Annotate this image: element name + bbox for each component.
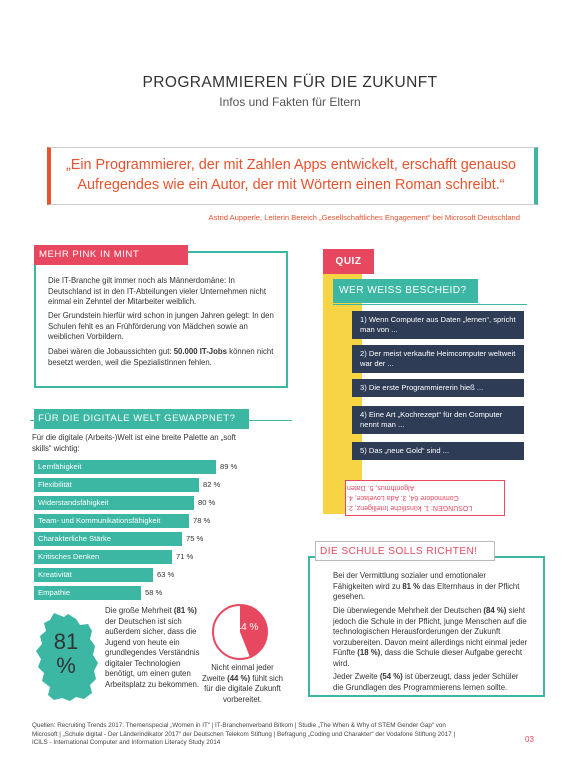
page-number: 03 xyxy=(525,735,534,744)
quote-line-1: „Ein Programmierer, der mit Zahlen Apps entwickelt, erschafft genauso xyxy=(65,157,517,173)
skill-label: Empathie xyxy=(38,588,71,597)
jobs-figure: 50.000 IT-Jobs xyxy=(173,347,228,356)
skill-label: Flexibilität xyxy=(38,480,72,489)
skill-row xyxy=(34,586,274,600)
skill-label: Charakterliche Stärke xyxy=(38,534,112,543)
skill-value: 80 % xyxy=(198,498,216,507)
pink-paragraph-2: Der Grundstein hierfür wird schon in jungen Jahren gelegt: In den Schulen fehlt es an Frühförderung von Mädchen sowie an weiblichen Vorbildern. xyxy=(48,311,274,341)
page-title: PROGRAMMIEREN FÜR DIE ZUKUNFT xyxy=(142,74,438,91)
skill-value: 58 % xyxy=(145,588,163,597)
quiz-question-2: 2) Der meist verkaufte Heimcomputer weltweit war der ... xyxy=(352,345,524,373)
quiz-heading-rule xyxy=(333,304,527,305)
skill-value: 75 % xyxy=(186,534,204,543)
skill-row xyxy=(34,532,274,546)
skill-row xyxy=(34,460,274,474)
schule-paragraph-3: Jeder Zweite (54 %) ist überzeugt, dass jeder Schüler die Grundlagen des Programmierens lernen sollte. xyxy=(333,672,519,692)
pink-paragraph-3: Dabei wären die Jobaussichten gut: 50.000 IT-Jobs können nicht besetzt werden, weil die SpezialistInnen fehlen. xyxy=(48,347,274,367)
skill-label: Widerstandsfähigkeit xyxy=(38,498,109,507)
skill-label: Kritisches Denken xyxy=(38,552,100,561)
quiz-tab: QUIZ xyxy=(323,249,374,274)
stat-81-text: Die große Mehrheit (81 %) der Deutschen ist sich außerdem sicher, dass die Jugend von heute ein grundlegendes Verständnis digitaler Technologien benötigt, um einen guten Arbeitsplatz zu bekommen. xyxy=(105,606,200,689)
quiz-question-3: 3) Die erste Programmiererin hieß ... xyxy=(352,379,524,397)
quiz-answers-upside-down: LÖSUNGEN: 1. künstliche Intelligenz, 2. Commodore 64, 3. Ada Lovelace, 4. Algorithmus, 5. Daten xyxy=(347,484,473,511)
skill-label: Lernfähigkeit xyxy=(38,462,82,471)
quote-text xyxy=(60,155,522,195)
skill-label: Team- und Kommunikationsfähigkeit xyxy=(38,516,161,525)
pink-paragraph-1: Die IT-Branche gilt immer noch als Männerdomäne: In Deutschland ist in den IT-Abteilungen vieler Unternehmen nicht einmal ein Zehntel der Mitarbeiter weiblich. xyxy=(48,276,267,306)
pie-label: 44 % xyxy=(235,622,259,633)
skill-value: 89 % xyxy=(220,462,238,471)
quiz-question-5: 5) Das „neue Gold“ sind ... xyxy=(352,442,524,460)
stat-44-pie xyxy=(211,603,269,661)
skill-value: 71 % xyxy=(176,552,194,561)
page-subtitle: Infos und Fakten für Eltern xyxy=(219,95,361,109)
skill-row xyxy=(34,550,274,564)
schule-paragraph-2: Die überwiegende Mehrheit der Deutschen (84 %) sieht jedoch die Schule in der Pflicht, junge Menschen auf die technologischen Herausforderungen der Zukunft vorzubereiten. Davon meint allerdings nicht einmal jeder Fünfte (18 %), dass die Schule dieser Aufgabe gerecht wird. xyxy=(333,606,528,668)
pink-section-heading: MEHR PINK IN MINT xyxy=(34,245,188,265)
skill-value: 63 % xyxy=(157,570,175,579)
skill-value: 78 % xyxy=(193,516,211,525)
schule-heading: DIE SCHULE SOLLS RICHTEN! xyxy=(315,541,495,561)
schule-paragraph-1: Bei der Vermittlung sozialer und emotionaler Fähigkeiten wird zu 81 % das Elternhaus in der Pflicht gesehen. xyxy=(333,571,520,601)
quiz-question-4: 4) Eine Art „Kochrezept“ für den Computer nennt man ... xyxy=(352,406,524,434)
quote-author: Astrid Aupperle, Leiterin Bereich „Gesellschaftliches Engagement“ bei Microsoft Deutschland xyxy=(208,213,520,222)
skill-label: Kreativität xyxy=(38,570,72,579)
sources-footer: Quellen: Recruiting Trends 2017: Themenspecial „Women in IT“ | IT-Branchenverband Bitkom | Studie „The When & Why of STEM Gender Gap“ von Microsoft | „Schule digital - Der Länderindikator 2017“ der Deutschen Telekom Stiftung | Befragung „Coding und Charakter“ der Vodafone Stiftung 2017 | ICILS - International Computer and Information Literacy Study 2014 xyxy=(32,722,456,747)
skill-row xyxy=(34,568,274,582)
skill-row xyxy=(34,514,274,528)
quote-line-2: Aufregendes wie ein Autor, der mit Wörtern einen Roman schreibt.“ xyxy=(77,177,505,193)
skill-row xyxy=(34,478,274,492)
quiz-question-1: 1) Wenn Computer aus Daten „lernen“, spricht man von ... xyxy=(352,311,524,339)
quiz-heading: WER WEISS BESCHEID? xyxy=(333,279,478,303)
skills-bar-chart xyxy=(34,460,279,604)
skill-row xyxy=(34,496,274,510)
skill-value: 82 % xyxy=(203,480,221,489)
digital-intro: Für die digitale (Arbeits-)Welt ist eine breite Palette an „soft skills“ wichtig: xyxy=(32,433,236,453)
digital-section-heading: FÜR DIE DIGITALE WELT GEWAPPNET? xyxy=(34,409,249,429)
stat-81-number: 81 % xyxy=(53,629,79,678)
stat-44-text: Nicht einmal jeder Zweite (44 %) fühlt sich für die digitale Zukunft vorbereitet. xyxy=(201,663,284,704)
